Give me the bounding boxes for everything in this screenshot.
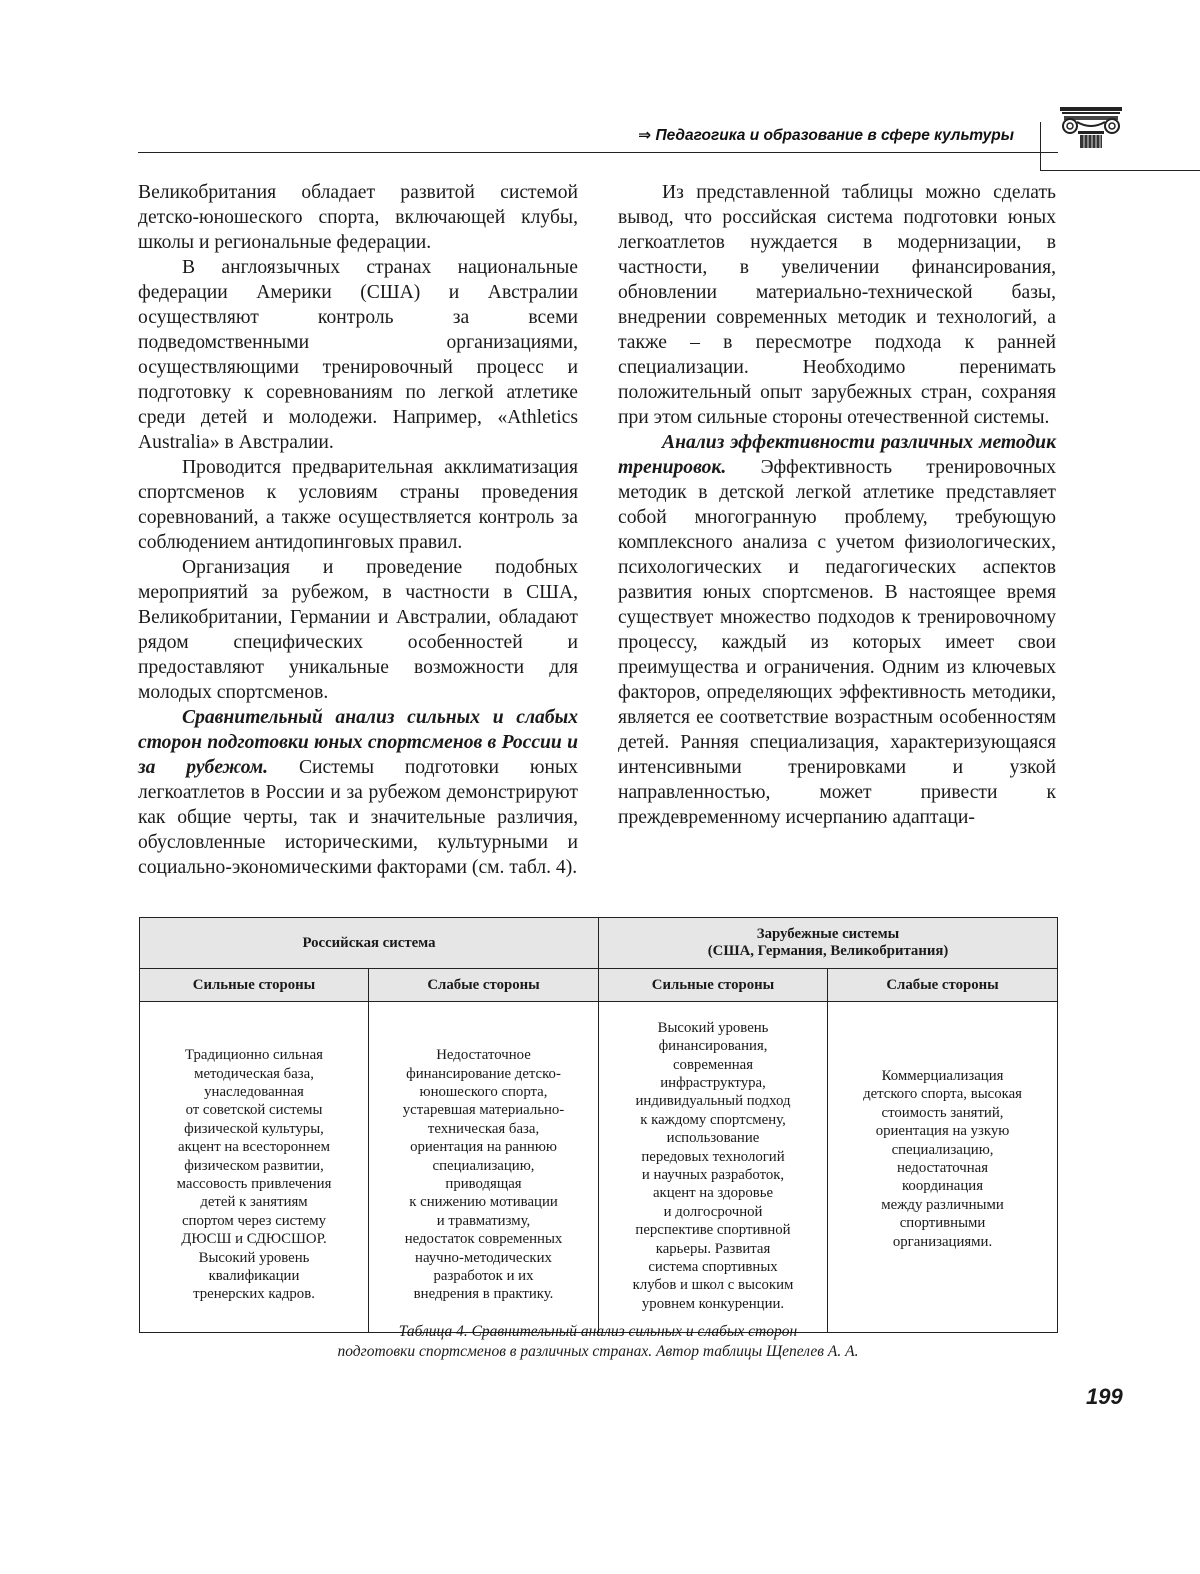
table-cell-line: научно-методических [415,1249,552,1266]
table-cell-line: квалификации [208,1268,300,1285]
table-cell-line: Коммерциализация [881,1067,1004,1084]
table-cell-line: детского спорта, высокая [863,1086,1022,1103]
column-header: Слабые стороны [369,969,599,1002]
paragraph-text: Эффективность тренировочных методик в детской легкой атлетике представляет собой многогранную проблему, требующую комплексного анализа с учетом физиологических, психологических и педагогических аспектов развития юных спортсменов. В настоящее время существует множество подходов к тренировочному процессу, каждый из которых имеет свои преимущества и ограничения. Одним из ключевых факторов, определяющих эффективность методики, является ее соответствие возрастным особенностям детей. Ранняя специализация, характеризующаяся интенсивными тренировками и узкой направленностью, может привести к преждевременному исчерпанию адаптаци- [618,457,1056,828]
table-cell-line: ориентация на раннюю [410,1139,557,1156]
table-caption [139,1322,1057,1362]
table-cell-line: координация [902,1178,984,1195]
table-cell-line: финансирования, [658,1038,768,1055]
page-number: 199 [1086,1384,1123,1409]
foreign-systems-header [599,918,1058,969]
foreign-systems-header-line1: Зарубежные системы [756,926,900,942]
table-cell-line: и травматизму, [436,1212,531,1229]
table-cell-line: спортивными [899,1215,986,1232]
table-cell-line: унаследованная [204,1083,304,1100]
table-cell-line: к снижению мотивации [409,1194,558,1211]
table-cell-line: приводящая [445,1176,522,1192]
paragraph [618,430,1056,830]
table-cell-line: внедрения в практику. [413,1286,554,1303]
paragraph-text: Системы подготовки юных легкоатлетов в России и за рубежом демонстрируют как общие черты, так и значительные различия, обусловленные историческими, культурными и социально-экономическими факторами (см. табл. 4). [138,757,578,878]
column-header: Сильные стороны [140,969,369,1002]
table-cell-line: специализацию, [432,1157,535,1174]
comparison-table [139,917,1058,1333]
section-heading: Сравнительный анализ сильных и слабых сторон подготовки юных спортсменов в России и за рубежом. [138,707,578,778]
table-cell-line: от советской системы [185,1102,323,1119]
table-cell-line: недостаточная [897,1160,989,1176]
table-cell-line: уровнем конкуренции. [641,1295,785,1312]
left-text-column [138,180,578,880]
table-cell-line: клубов и школ с высоким [632,1277,794,1294]
table-cell-line: акцент на всестороннем [178,1139,330,1156]
paragraph [138,705,578,880]
table-cell-line: тренерских кадров. [193,1286,315,1303]
table-cell-line: Высокий уровень [657,1019,769,1036]
table-cell-line: техническая база, [427,1120,540,1137]
paragraph: В англоязычных странах национальные федерации Америки (США) и Австралии осуществляют контроль за всеми подведомственными организациями, осуществляющими тренировочный процесс и подготовку к соревнованиям по легкой атлетике среди детей и молодежи. Например, «Athletics Australia» в Австралии. [138,257,578,453]
table-cell-line: Высокий уровень [198,1249,310,1266]
table-cell-line: система спортивных [648,1259,778,1276]
table-cell-line: современная [672,1056,754,1073]
table-cell-line: детей к занятиям [200,1194,308,1211]
table-cell-line: разработок и их [433,1268,534,1285]
table-cell-foreign-strengths [599,1002,828,1333]
table-cell-line: инфраструктура, [660,1074,766,1091]
table-cell-line: методическая база, [194,1065,314,1082]
table-cell-line: Недостаточное [436,1047,531,1064]
column-header: Сильные стороны [599,969,828,1002]
table-column-header-row [140,969,1058,1002]
paragraph: Организация и проведение подобных мероприятий за рубежом, в частности в США, Великобритании, Германии и Австралии, обладают рядом специфических особенностей и предоставляют уникальные возможности для молодых спортсменов. [138,557,578,703]
table-row [140,1002,1058,1333]
table-cell-line: финансирование детско- [406,1065,561,1082]
table-cell-line: к каждому спортсмену, [640,1111,786,1128]
table-cell-line: использование [666,1130,760,1147]
paragraph: Великобритания обладает развитой системой детско-юношеского спорта, включающей клубы, школы и региональные федерации. [138,182,578,253]
foreign-systems-header-line2: (США, Германия, Великобритания) [707,943,949,959]
table-cell-line: и научных разработок, [641,1167,785,1183]
table-cell-russia-strengths [140,1002,369,1333]
table-caption-line: подготовки спортсменов в различных странах. Автор таблицы Щепелев А. А. [337,1343,859,1360]
table-cell-line: массовость привлечения [176,1176,332,1192]
table-cell-foreign-weaknesses [828,1002,1058,1333]
table-cell-line: Традиционно сильная [185,1047,323,1064]
table-caption-line: Таблица 4. Сравнительный анализ сильных и слабых сторон [398,1323,798,1340]
paragraph: Из представленной таблицы можно сделать вывод, что российская система подготовки юных легкоатлетов нуждается в модернизации, в частности, в увеличении финансирования, обновлении материально-технической базы, внедрении современных методик и технологий, а также – в пересмотре подхода к ранней специализации. Необходимо перенимать положительный опыт зарубежных стран, сохраняя при этом сильные стороны отечественной системы. [618,182,1056,428]
table-cell-line: стоимость занятий, [881,1104,1004,1121]
table-cell-line: перспективе спортивной [635,1222,791,1239]
ionic-column-capital-icon [1056,104,1126,148]
table-cell-line: индивидуальный подход [635,1093,791,1110]
section-heading: Анализ эффективности различных методик тренировок. [618,432,1056,478]
table-cell-line: организациями. [892,1233,993,1250]
table-cell-line: специализацию, [891,1141,994,1158]
table-group-header-row [140,918,1058,969]
table-cell-line: недостаток современных [404,1231,563,1248]
table-cell-line: физической культуры, [184,1120,324,1137]
table-cell-russia-weaknesses [369,1002,599,1333]
table-cell-line: юношеского спорта, [419,1083,548,1100]
column-header: Слабые стороны [828,969,1058,1002]
table-cell-line: ДЮСШ и СДЮСШОР. [181,1231,327,1248]
paragraph: Проводится предварительная акклиматизация спортсменов к условиям страны проведения соревнований, а также осуществляется контроль за соблюдением антидопинговых правил. [138,457,578,553]
russian-system-header: Российская система [140,918,599,969]
table-cell-line: физическом развитии, [184,1157,324,1174]
table-cell-line: между различными [881,1196,1004,1213]
table-cell-line: устаревшая материально- [402,1102,565,1119]
table-cell-line: передовых технологий [641,1148,785,1165]
header-rule [138,152,1058,153]
table-cell-line: карьеры. Развитая [655,1240,771,1257]
table-cell-line: спортом через систему [181,1212,327,1229]
running-header-title: ⇒ Педагогика и образование в сфере культуры [638,127,1014,144]
right-text-column [618,180,1056,830]
table-cell-line: акцент на здоровье [652,1185,774,1202]
table-cell-line: и долгосрочной [663,1203,763,1220]
table-cell-line: ориентация на узкую [875,1123,1010,1140]
